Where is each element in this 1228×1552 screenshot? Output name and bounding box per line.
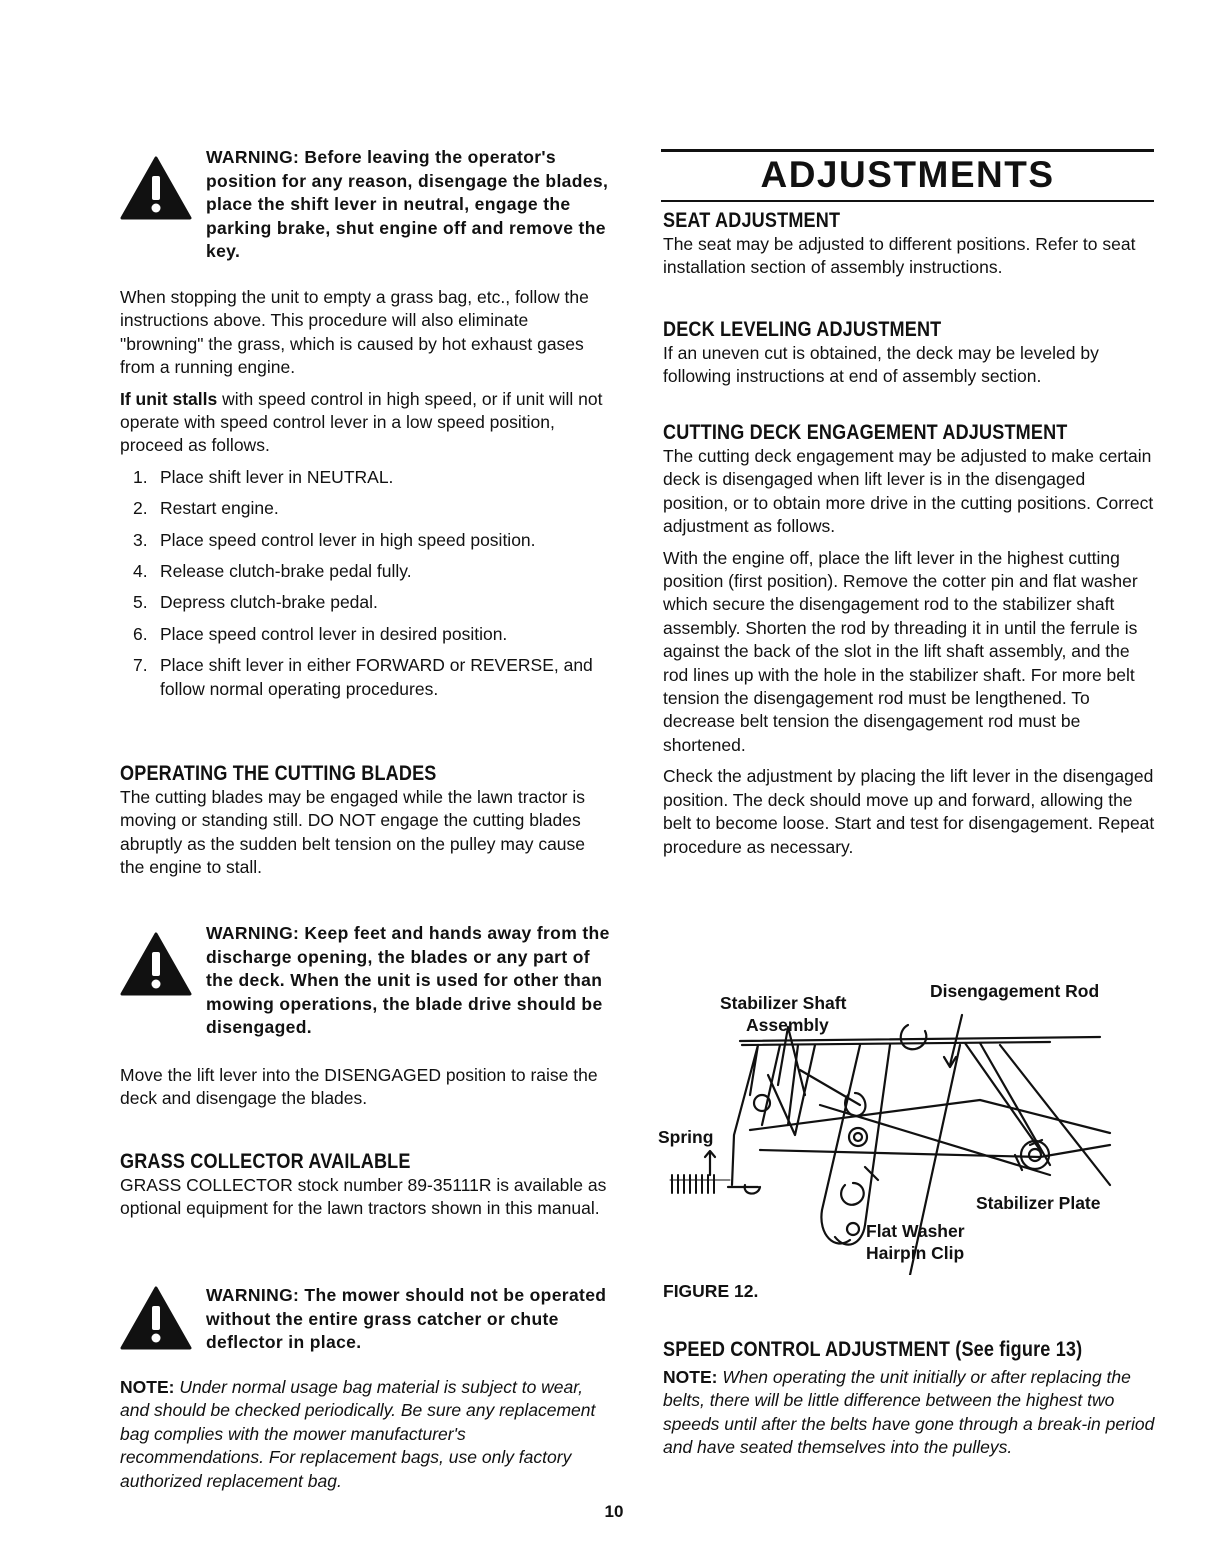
label-assembly: Assembly <box>746 1015 829 1035</box>
warning-triangle-icon <box>120 156 192 220</box>
list-item: 5. Depress clutch-brake pedal. <box>133 592 378 613</box>
label-stabilizer-shaft: Stabilizer Shaft <box>720 993 847 1013</box>
speed-section <box>663 1338 1155 1460</box>
warning-block-2 <box>120 922 620 1042</box>
heading-operating: OPERATING THE CUTTING BLADES <box>120 762 437 785</box>
warning-text-3: WARNING: The mower should not be operated without the entire grass catcher or chute deflector in place. <box>206 1285 607 1352</box>
operating-section <box>120 762 614 880</box>
warning-triangle-icon <box>120 1286 192 1350</box>
stall-rest: with speed control in high speed, or if unit will not operate with speed control lever in a low speed position, proceed as follows. <box>120 388 603 456</box>
warning-triangle-icon <box>120 932 192 996</box>
list-item: 3. Place speed control lever in high speed position. <box>133 529 536 550</box>
speed-note-label: NOTE: <box>663 1367 718 1387</box>
stall-steps-list <box>120 466 614 701</box>
cutting-p3: Check the adjustment by placing the lift lever in the disengaged position. The deck should move up and forward, allowing the belt to become loose. Start and test for disengagement. Repeat procedure as necessary. <box>663 766 1155 857</box>
label-hairpin-clip: Hairpin Clip <box>866 1243 965 1263</box>
warning-block-1 <box>120 146 620 266</box>
stall-paragraph <box>120 388 614 458</box>
list-item: 7. Place shift lever in either FORWARD or REVERSE, and follow normal operating procedures. <box>133 655 593 699</box>
speed-note <box>663 1366 1155 1460</box>
heading-cutting: CUTTING DECK ENGAGEMENT ADJUSTMENT <box>663 421 1068 444</box>
cutting-p1: The cutting deck engagement may be adjusted to make certain deck is disengaged when lift lever is in the disengaged position, or to obtain more drive in the cutting positions. Correct adjustment as follows. <box>663 446 1154 537</box>
list-item: 1. Place shift lever in NEUTRAL. <box>133 466 394 487</box>
page-number: 10 <box>604 1502 624 1521</box>
warning-block-3 <box>120 1284 620 1364</box>
list-item: 6. Place speed control lever in desired position. <box>133 623 508 644</box>
left-body-1 <box>120 286 614 709</box>
figure-12 <box>650 975 1150 1275</box>
heading-seat: SEAT ADJUSTMENT <box>663 209 841 232</box>
deck-section <box>663 318 1155 389</box>
speed-note-text: When operating the unit initially or after replacing the belts, there will be little difference between the highest two speeds until after the belts have gone through a break-in period and have seated themselves into the pulleys. <box>663 1367 1155 1458</box>
cutting-section <box>663 421 1155 859</box>
note-paragraph <box>120 1376 614 1493</box>
figure-caption: FIGURE 12. <box>663 1281 759 1301</box>
heading-speed: SPEED CONTROL ADJUSTMENT (See figure 13) <box>663 1338 1083 1361</box>
deck-text: If an uneven cut is obtained, the deck may be leveled by following instructions at end of assembly section. <box>663 343 1099 387</box>
lift-paragraph: Move the lift lever into the DISENGAGED position to raise the deck and disengage the blades. <box>120 1065 598 1109</box>
label-stabilizer-plate: Stabilizer Plate <box>976 1193 1101 1213</box>
list-item: 2. Restart engine. <box>133 498 279 519</box>
list-item: 4. Release clutch-brake pedal fully. <box>133 561 412 582</box>
operating-text: The cutting blades may be engaged while the lawn tractor is moving or standing still. DO NOT engage the cutting blades abruptly as the sudden belt tension on the pulley may cause the engine to stall. <box>120 787 586 878</box>
heading-deck: DECK LEVELING ADJUSTMENT <box>663 318 942 341</box>
note-block <box>120 1376 614 1493</box>
stopping-paragraph: When stopping the unit to empty a grass bag, etc., follow the instructions above. This procedure will also eliminate "browning" the grass, which is caused by hot exhaust gases from a running engine. <box>120 287 589 378</box>
warning-text-1: WARNING: Before leaving the operator's position for any reason, disengage the blades, place the shift lever in neutral, engage the parking brake, shut engine off and remove the key. <box>206 147 609 261</box>
page-title: ADJUSTMENTS <box>760 154 1055 195</box>
warning-text-2: WARNING: Keep feet and hands away from the discharge opening, the blades or any part of the deck. When the unit is used for other than mowing operations, the blade drive should be disengaged. <box>206 923 610 1037</box>
note-label: NOTE: <box>120 1377 175 1397</box>
heading-grass: GRASS COLLECTOR AVAILABLE <box>120 1150 411 1173</box>
title-rule-bottom <box>661 200 1154 202</box>
seat-section <box>663 209 1155 280</box>
lift-paragraph-wrap <box>120 1064 614 1111</box>
grass-text: GRASS COLLECTOR stock number 89-35111R is available as optional equipment for the lawn tractors shown in this manual. <box>120 1175 607 1219</box>
grass-section <box>120 1150 614 1221</box>
label-spring: Spring <box>658 1127 714 1147</box>
note-text: Under normal usage bag material is subject to wear, and should be checked periodically. Be sure any replacement bag complies with the mower manufacturer's recommendations. For replacement bags, use only factory authorized replacement bag. <box>120 1377 596 1491</box>
seat-text: The seat may be adjusted to different positions. Refer to seat installation section of assembly instructions. <box>663 234 1136 278</box>
cutting-p2: With the engine off, place the lift lever in the highest cutting position (first position). Remove the cotter pin and flat washer which secure the disengagement rod to the stabilizer shaft assembly. Shorten the rod by threading it in until the ferrule is against the back of the slot in the lift shaft assembly, and the rod lines up with the hole in the stabilizer shaft. For more belt tension the disengagement rod must be lengthened. To decrease belt tension the disengagement rod must be shortened. <box>663 547 1138 755</box>
label-disengagement-rod: Disengagement Rod <box>930 981 1100 1001</box>
stall-bold: If unit stalls <box>120 388 218 409</box>
label-flat-washer: Flat Washer <box>866 1221 965 1241</box>
